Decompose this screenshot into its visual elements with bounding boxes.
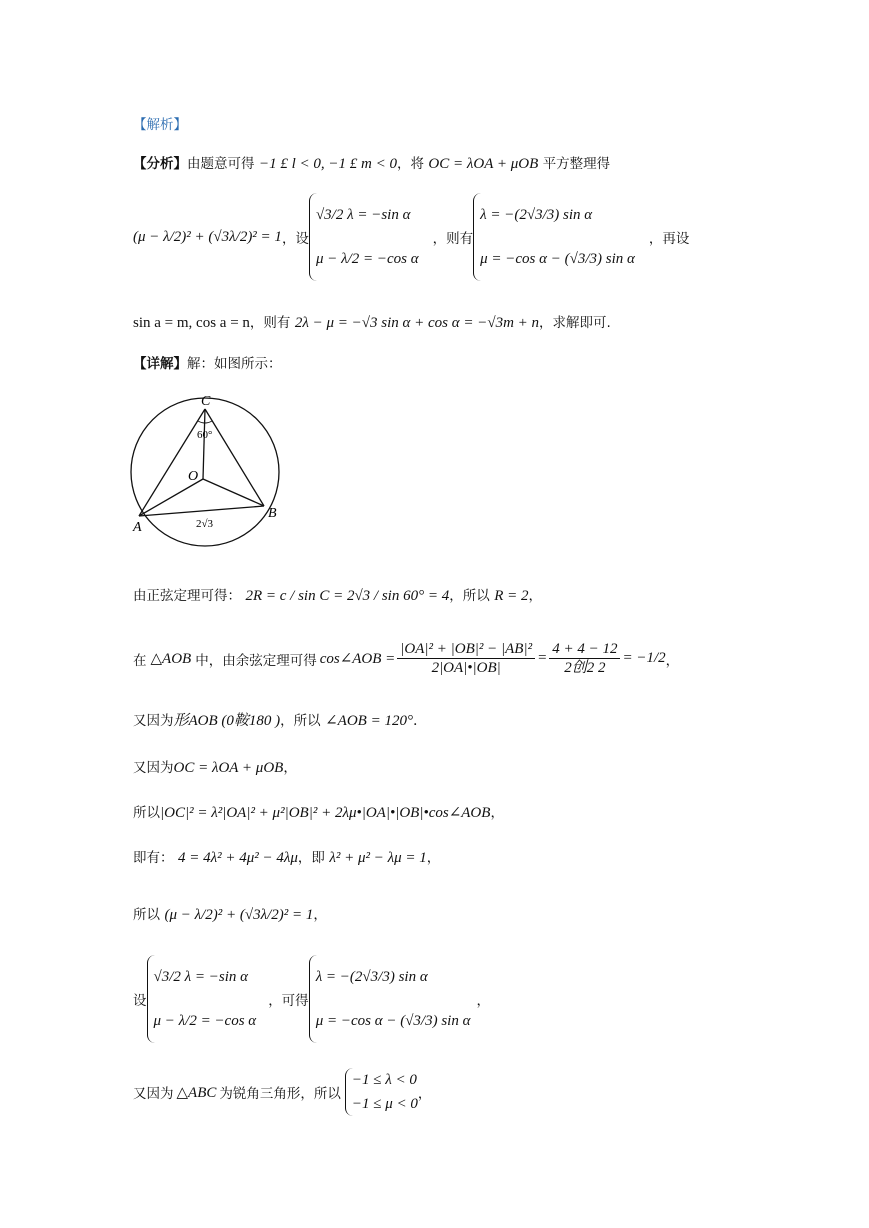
system-row: √3/2 λ = −sin α <box>153 968 249 985</box>
simplified-equation: λ² + μ² − λμ = 1 <box>329 850 427 866</box>
step-text: . <box>412 713 418 729</box>
step-text: ， <box>665 652 680 669</box>
fraction-denominator: 2创2 2 <box>564 660 606 676</box>
analysis-text: ，再设 <box>648 231 690 247</box>
substitution: sin a = m, cos a = n <box>133 315 250 331</box>
final-equation: 2λ − μ = −√3 sin α + cos α = −√3m + n <box>294 315 540 331</box>
detail-intro: 解：如图所示： <box>187 356 282 372</box>
squared-equation: |OC|² = λ²|OA|² + μ²|OB|² + 2λμ•|OA|•|OB|•cos∠AOB <box>160 805 491 821</box>
radius-result: R = 2 <box>494 588 529 604</box>
vector-equation: OC = λOA + μOB <box>173 760 284 776</box>
label-B: B <box>268 506 277 521</box>
angle-range: 形AOB (0鞍180 ) <box>173 713 281 729</box>
step-text: ， <box>313 907 327 923</box>
label-C: C <box>201 394 211 409</box>
analysis-text: ，则有 <box>249 315 291 331</box>
fraction-denominator: 2|OA|•|OB| <box>431 660 501 676</box>
fraction-numerator: |OA|² + |OB|² − |AB|² <box>397 640 535 659</box>
step-8 <box>133 955 490 1043</box>
side-AB <box>139 506 264 516</box>
step-text: ， <box>476 993 490 1009</box>
system-row: λ = −(2√3/3) sin α <box>480 206 593 223</box>
condition: −1 £ l < 0, −1 £ m < 0 <box>258 156 397 172</box>
cosine-left: cos∠AOB = <box>319 651 396 667</box>
system-row: λ = −(2√3/3) sin α <box>315 968 428 985</box>
section-header: 【解析】 <box>133 117 187 133</box>
cosine-fraction-1 <box>397 640 535 677</box>
segment-OC <box>203 409 205 479</box>
sine-law-equation: 2R = c / sin C = 2√3 / sin 60° = 4 <box>245 588 450 604</box>
step-9 <box>133 1068 431 1116</box>
step-text: 为锐角三角形，所以 <box>219 1086 341 1102</box>
segment-OB <box>203 479 264 506</box>
side-CB <box>205 409 264 506</box>
step-text: ， <box>490 805 504 821</box>
fraction-numerator: 4 + 4 − 12 <box>549 640 620 659</box>
cosine-fraction-2 <box>549 640 620 677</box>
cosine-result: = −1/2 <box>622 650 666 666</box>
angle-result: ∠AOB = 120° <box>325 713 413 729</box>
step-text: ， <box>283 760 297 776</box>
step-text: 在 <box>133 652 147 669</box>
system-2 <box>473 193 635 281</box>
triangle: △ABC <box>176 1084 217 1101</box>
step-5 <box>133 801 504 822</box>
step-text: 所以 <box>133 907 160 923</box>
detail-label: 【详解】 <box>133 356 187 372</box>
step-text: 即有： <box>133 850 174 866</box>
circle-triangle-figure <box>128 388 288 548</box>
step-text: ， <box>417 1086 432 1102</box>
step-text: ，所以 <box>280 713 321 729</box>
step-text: 中，由余弦定理可得 <box>195 652 317 669</box>
step-text: 又因为 <box>133 713 174 729</box>
step-text: 又因为 <box>133 1086 174 1102</box>
step-text: 又因为 <box>133 760 174 776</box>
main-equation: (μ − λ/2)² + (√3λ/2)² = 1 <box>164 907 314 923</box>
inequality-row: −1 ≤ λ < 0 <box>351 1072 417 1088</box>
analysis-line-1 <box>133 152 610 173</box>
analysis-line-3 <box>133 311 611 332</box>
segment-OA <box>139 479 203 516</box>
system-row: √3/2 λ = −sin α <box>315 206 411 223</box>
system-row: μ − λ/2 = −cos α <box>153 1012 257 1029</box>
vector-equation: OC = λOA + μOB <box>428 156 539 172</box>
analysis-text: 平方整理得 <box>542 156 611 172</box>
triangle: △AOB <box>150 651 192 667</box>
step-text: 所以 <box>133 805 160 821</box>
step-text: ，可得 <box>268 993 309 1009</box>
step-4 <box>133 756 297 777</box>
inequality-system <box>345 1068 418 1116</box>
step-text: 设 <box>133 993 147 1009</box>
analysis-text: ，求解即可. <box>539 315 611 331</box>
step-text: ， <box>528 588 542 604</box>
step-text: ，即 <box>297 850 325 866</box>
analysis-text: 由题意可得 <box>187 156 255 172</box>
inequality-row: −1 ≤ μ < 0 <box>351 1096 418 1112</box>
step-2: 在 △AOB 中，由余弦定理可得 cos∠AOB = $\frac{\text{|OA|² + |OB|² − |AB|²}}{2|OA|•|OB|}$ = $\frac{4 + 4 - 12}{\text{2创2 2}}$ = −1/2 ， <box>133 641 680 676</box>
step-7 <box>133 903 327 924</box>
side-label: 2√3 <box>196 518 214 530</box>
side-CA <box>139 409 205 516</box>
step-1 <box>133 584 542 605</box>
step-3 <box>133 709 417 730</box>
analysis-text: ，设 <box>281 231 309 247</box>
analysis-label: 【分析】 <box>133 156 187 172</box>
analysis-line-2 <box>133 193 689 281</box>
angle-label: 60° <box>197 429 213 441</box>
system-row: μ − λ/2 = −cos α <box>315 250 419 267</box>
step-text: ，所以 <box>449 588 490 604</box>
analysis-text: ，则有 <box>432 231 474 247</box>
system-3 <box>147 955 257 1043</box>
step-text: 由正弦定理可得： <box>133 588 241 604</box>
label-A: A <box>133 520 142 535</box>
step-6 <box>133 846 440 867</box>
label-O: O <box>188 469 199 484</box>
analysis-text: ，将 <box>396 156 424 172</box>
system-row: μ = −cos α − (√3/3) sin α <box>315 1012 471 1029</box>
system-4 <box>309 955 471 1043</box>
main-equation: (μ − λ/2)² + (√3λ/2)² = 1 <box>133 228 282 245</box>
system-row: μ = −cos α − (√3/3) sin α <box>480 250 635 267</box>
detail-line <box>133 352 282 372</box>
step-text: ， <box>426 850 441 866</box>
system-1 <box>309 193 419 281</box>
expanded-equation: 4 = 4λ² + 4μ² − 4λμ <box>177 850 298 866</box>
